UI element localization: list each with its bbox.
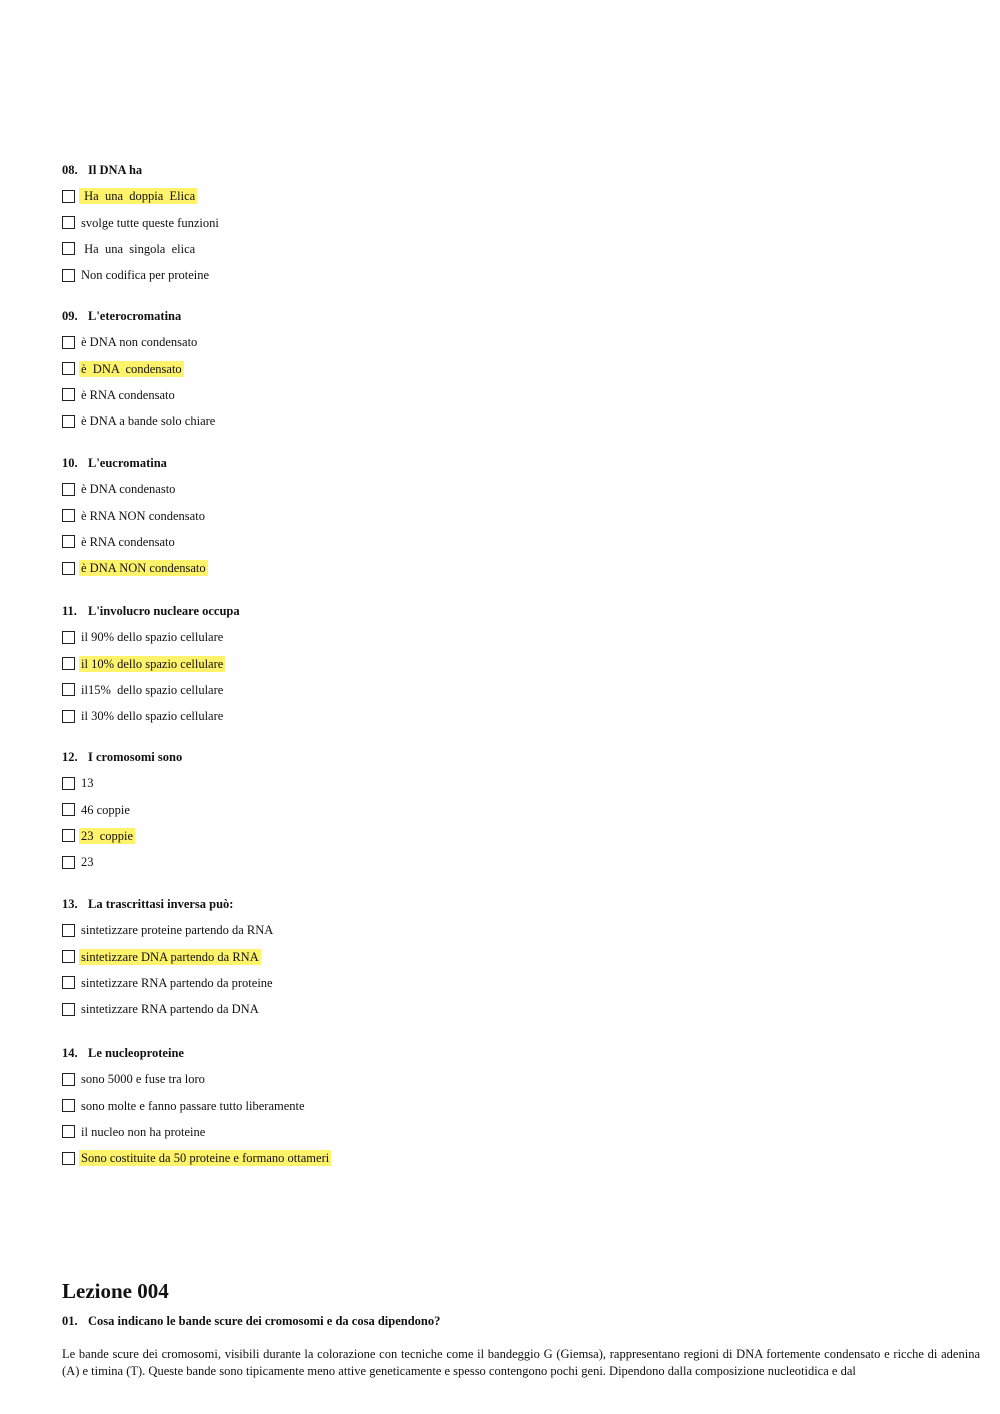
- lesson-question-text: Cosa indicano le bande scure dei cromosomi e da cosa dipendono?: [88, 1314, 441, 1328]
- lesson-answer: Le bande scure dei cromosomi, visibili durante la colorazione con tecniche come il bandeggio G (Giemsa), rappresentano regioni di DNA fortemente condensato e ricche di adenina (A) e timina (T). Queste bande sono tipicamente meno attive geneticamente e spesso contengono pochi geni. Dipendono dalla composizione nucleotidica e dal: [62, 1347, 980, 1378]
- answer-label: sintetizzare RNA partendo da proteine: [81, 975, 273, 990]
- answer-checkbox[interactable]: [62, 509, 75, 522]
- question-2: [62, 303, 962, 435]
- question-title: [62, 450, 962, 476]
- answer-label: è DNA condenasto: [81, 482, 176, 497]
- answer-option[interactable]: [62, 677, 962, 703]
- answer-checkbox[interactable]: [62, 535, 75, 548]
- answer-label-highlighted: il 10% dello spazio cellulare: [81, 656, 224, 671]
- answer-checkbox[interactable]: [62, 362, 75, 375]
- answer-checkbox[interactable]: [62, 856, 75, 869]
- answer-label-highlighted: è DNA NON condensato: [81, 561, 206, 576]
- answer-checkbox[interactable]: [62, 242, 75, 255]
- answer-option[interactable]: [62, 355, 962, 381]
- answer-option[interactable]: [62, 796, 962, 822]
- answer-option[interactable]: [62, 329, 962, 355]
- answer-label: 13: [81, 776, 94, 791]
- answer-label: Ha una singola elica: [81, 241, 196, 256]
- question-number: 09.: [62, 309, 78, 323]
- answer-checkbox[interactable]: [62, 483, 75, 496]
- lesson-question: [62, 1314, 440, 1329]
- answer-checkbox[interactable]: [62, 1003, 75, 1016]
- answer-checkbox[interactable]: [62, 829, 75, 842]
- answer-checkbox[interactable]: [62, 924, 75, 937]
- answer-checkbox[interactable]: [62, 388, 75, 401]
- answer-label: sintetizzare RNA partendo da DNA: [81, 1002, 259, 1017]
- question-title: [62, 303, 962, 329]
- answer-option[interactable]: [62, 236, 962, 262]
- answer-option[interactable]: [62, 476, 962, 502]
- answer-label: 46 coppie: [81, 802, 130, 817]
- question-text: L'involucro nucleare occupa: [88, 604, 240, 618]
- answer-label: sono 5000 e fuse tra loro: [81, 1072, 205, 1087]
- answer-label-highlighted: Sono costituite da 50 proteine e formano ottameri: [81, 1151, 330, 1166]
- answer-option[interactable]: [62, 970, 962, 996]
- answer-label: il 90% dello spazio cellulare: [81, 630, 224, 645]
- question-number: 14.: [62, 1046, 78, 1060]
- question-number: 08.: [62, 163, 78, 177]
- answer-option[interactable]: [62, 1066, 962, 1092]
- answer-label: è DNA non condensato: [81, 335, 198, 350]
- question-number: 12.: [62, 750, 78, 764]
- question-text: I cromosomi sono: [88, 750, 183, 764]
- answer-label: il15% dello spazio cellulare: [81, 682, 224, 697]
- answer-checkbox[interactable]: [62, 777, 75, 790]
- answer-checkbox[interactable]: [62, 336, 75, 349]
- question-number: 13.: [62, 897, 78, 911]
- answer-option[interactable]: [62, 183, 962, 209]
- question-4: [62, 598, 962, 730]
- answer-label-highlighted: è DNA condensato: [81, 361, 182, 376]
- answer-checkbox[interactable]: [62, 415, 75, 428]
- answer-option[interactable]: [62, 1092, 962, 1118]
- answer-label: Non codifica per proteine: [81, 268, 210, 283]
- answer-option[interactable]: [62, 382, 962, 408]
- answer-checkbox[interactable]: [62, 631, 75, 644]
- answer-label-highlighted: Ha una doppia Elica: [81, 189, 196, 204]
- answer-option[interactable]: [62, 624, 962, 650]
- answer-option[interactable]: [62, 917, 962, 943]
- answer-option[interactable]: [62, 770, 962, 796]
- answer-checkbox[interactable]: [62, 950, 75, 963]
- answer-label: è RNA NON condensato: [81, 508, 205, 523]
- answer-checkbox[interactable]: [62, 683, 75, 696]
- answer-label: 23: [81, 855, 94, 870]
- answer-label-highlighted: 23 coppie: [81, 828, 134, 843]
- question-number: 11.: [62, 604, 77, 618]
- answer-label: svolge tutte queste funzioni: [81, 215, 219, 230]
- question-1: [62, 157, 962, 289]
- question-title: [62, 598, 962, 624]
- question-title: [62, 1040, 962, 1066]
- answer-checkbox[interactable]: [62, 803, 75, 816]
- question-title: [62, 891, 962, 917]
- answer-option[interactable]: [62, 650, 962, 676]
- answer-option[interactable]: [62, 943, 962, 969]
- answer-label: sono molte e fanno passare tutto liberamente: [81, 1098, 305, 1113]
- question-number: 10.: [62, 456, 78, 470]
- question-text: Le nucleoproteine: [88, 1046, 184, 1060]
- lesson-question-number: 01.: [62, 1314, 78, 1328]
- question-7: [62, 1040, 962, 1172]
- answer-option[interactable]: [62, 1119, 962, 1145]
- answer-checkbox[interactable]: [62, 190, 75, 203]
- answer-label: il nucleo non ha proteine: [81, 1124, 206, 1139]
- answer-label-highlighted: sintetizzare DNA partendo da RNA: [81, 949, 259, 964]
- question-text: L'eterocromatina: [88, 309, 182, 323]
- answer-label: è RNA condensato: [81, 387, 175, 402]
- answer-label: è RNA condensato: [81, 534, 175, 549]
- answer-option[interactable]: [62, 408, 962, 434]
- answer-option[interactable]: [62, 996, 962, 1022]
- answer-checkbox[interactable]: [62, 1099, 75, 1112]
- answer-checkbox[interactable]: [62, 657, 75, 670]
- answer-checkbox[interactable]: [62, 710, 75, 723]
- answer-label: è DNA a bande solo chiare: [81, 414, 216, 429]
- answer-option[interactable]: [62, 502, 962, 528]
- answer-checkbox[interactable]: [62, 216, 75, 229]
- question-text: L'eucromatina: [88, 456, 167, 470]
- answer-checkbox[interactable]: [62, 1152, 75, 1165]
- question-title: [62, 744, 962, 770]
- answer-option[interactable]: [62, 529, 962, 555]
- question-text: La trascrittasi inversa può:: [88, 897, 234, 911]
- answer-option[interactable]: [62, 849, 962, 875]
- answer-checkbox[interactable]: [62, 269, 75, 282]
- question-6: [62, 891, 962, 1023]
- answer-option[interactable]: [62, 209, 962, 235]
- answer-label: il 30% dello spazio cellulare: [81, 709, 224, 724]
- answer-checkbox[interactable]: [62, 1125, 75, 1138]
- answer-label: sintetizzare proteine partendo da RNA: [81, 923, 274, 938]
- question-3: [62, 450, 962, 582]
- answer-option[interactable]: [62, 555, 962, 581]
- question-title: [62, 157, 962, 183]
- answer-option[interactable]: [62, 1145, 962, 1171]
- answer-option[interactable]: [62, 703, 962, 729]
- question-5: [62, 744, 962, 876]
- question-text: Il DNA ha: [88, 163, 143, 177]
- answer-checkbox[interactable]: [62, 1073, 75, 1086]
- answer-checkbox[interactable]: [62, 562, 75, 575]
- answer-option[interactable]: [62, 262, 962, 288]
- answer-option[interactable]: [62, 823, 962, 849]
- answer-checkbox[interactable]: [62, 976, 75, 989]
- lesson-title: Lezione 004: [62, 1279, 169, 1303]
